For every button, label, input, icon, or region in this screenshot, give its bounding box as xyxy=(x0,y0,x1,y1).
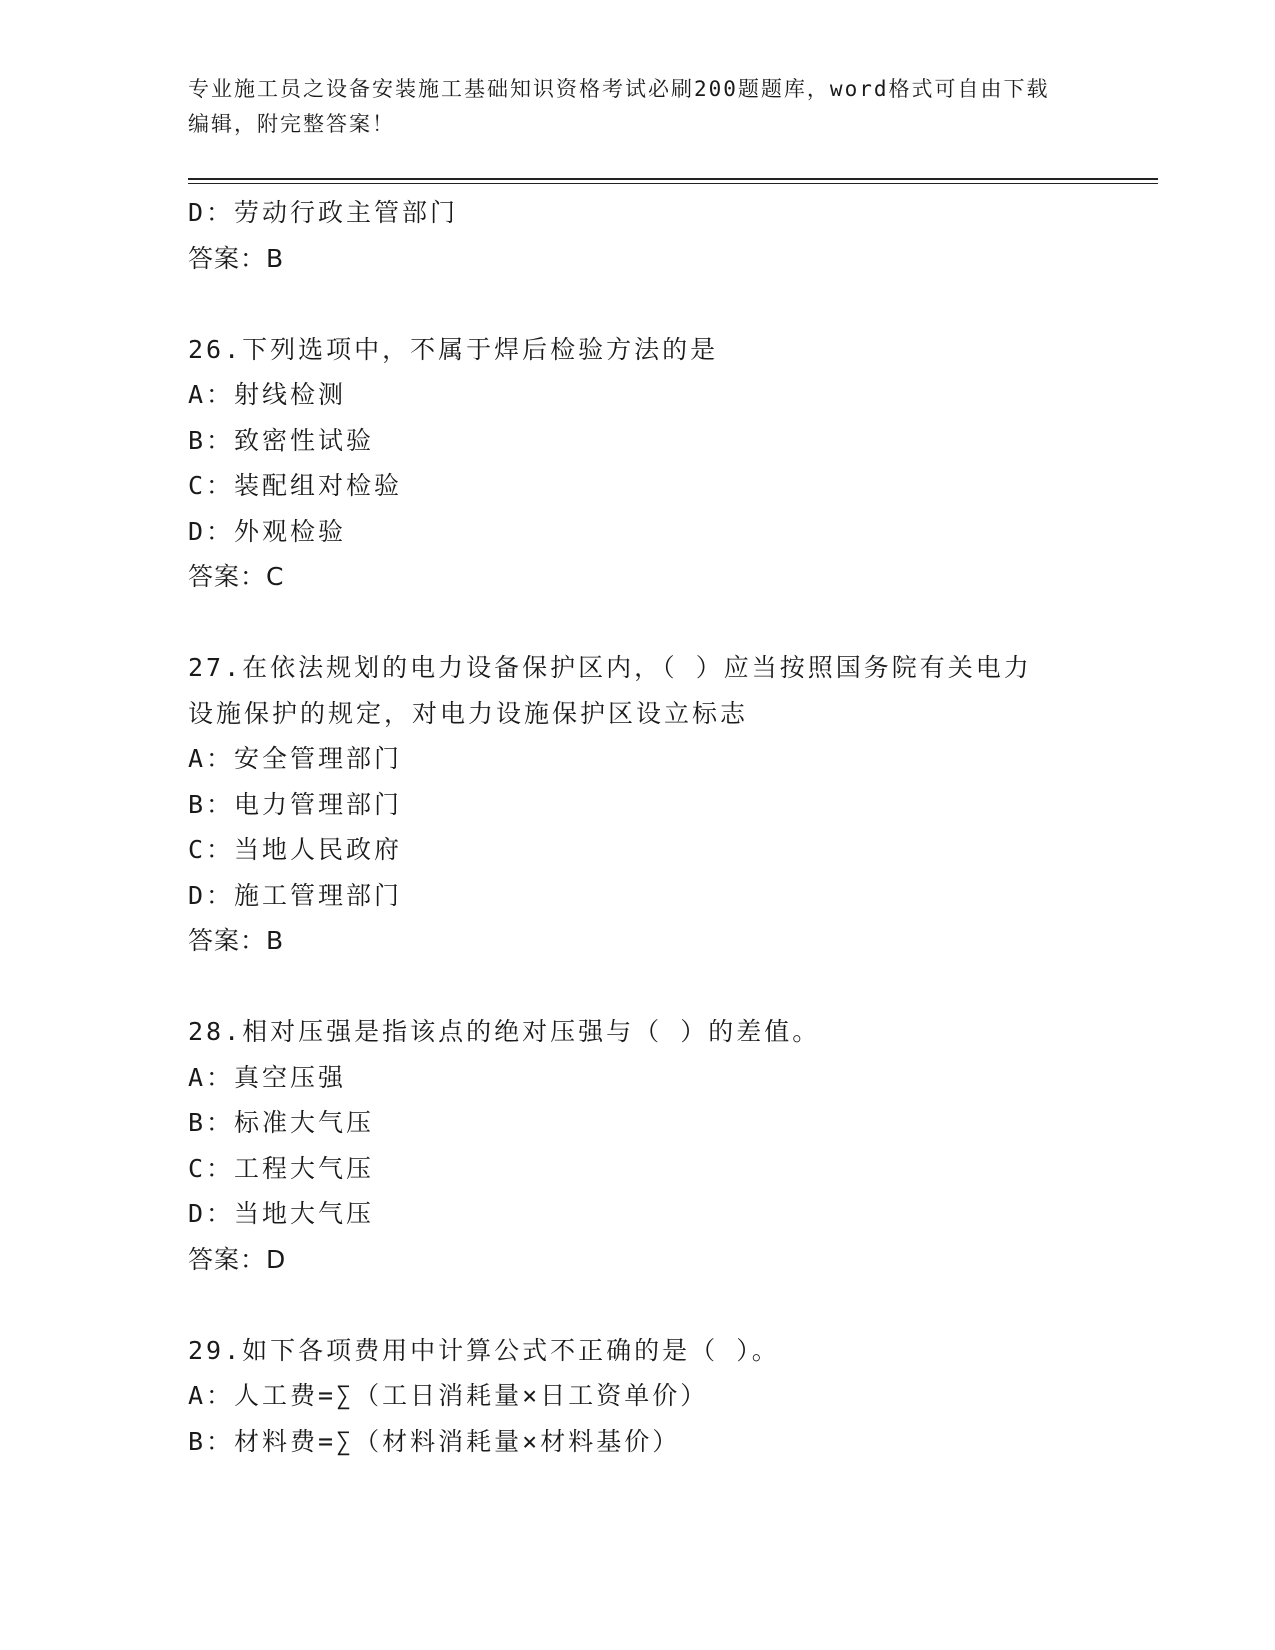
option-c: C：装配组对检验 xyxy=(188,471,403,500)
option-c: C：当地人民政府 xyxy=(188,835,403,864)
header-divider-thin xyxy=(188,183,1158,184)
option-c: C：工程大气压 xyxy=(188,1153,375,1183)
answer: 答案：D xyxy=(188,1244,287,1274)
question-stem: 27.在依法规划的电力设备保护区内，（ ）应当按照国务院有关电力设施保护的规定，对电力设施保护区设立标志 xyxy=(188,653,1032,728)
answer: 答案：C xyxy=(188,562,285,591)
option-d: D：当地大气压 xyxy=(188,1199,375,1228)
header-divider-thick xyxy=(188,178,1158,180)
option-a: A：真空压强 xyxy=(188,1062,347,1092)
option-b: B：材料费=∑（材料消耗量×材料基价） xyxy=(188,1426,681,1456)
spacer xyxy=(188,1282,1088,1328)
option-a: A：人工费=∑（工日消耗量×日工资单价） xyxy=(188,1381,709,1410)
question-stem: 29.如下各项费用中计算公式不正确的是（ ）。 xyxy=(188,1335,780,1365)
spacer xyxy=(188,600,1088,646)
option-a: A：安全管理部门 xyxy=(188,744,403,773)
option-d: D：外观检验 xyxy=(188,516,347,546)
option-b: B：电力管理部门 xyxy=(188,789,403,819)
question-list xyxy=(188,190,1088,1464)
answer: 答案：B xyxy=(188,926,285,955)
option-b: B：致密性试验 xyxy=(188,425,375,455)
question-26 xyxy=(188,327,1088,600)
option-a: A：射线检测 xyxy=(188,380,347,409)
document-header xyxy=(188,72,1068,142)
q25-option-d: D：劳动行政主管部门 xyxy=(188,198,459,227)
option-d: D：施工管理部门 xyxy=(188,880,403,910)
spacer xyxy=(188,281,1088,327)
header-title: 专业施工员之设备安装施工基础知识资格考试必刷200题题库，word格式可自由下载编辑，附完整答案！ xyxy=(188,77,1050,136)
spacer xyxy=(188,964,1088,1010)
question-stem: 28.相对压强是指该点的绝对压强与（ ）的差值。 xyxy=(188,1017,821,1046)
question-27 xyxy=(188,645,1088,964)
question-29 xyxy=(188,1328,1088,1465)
option-b: B：标准大气压 xyxy=(188,1108,375,1137)
question-stem: 26.下列选项中，不属于焊后检验方法的是 xyxy=(188,334,719,364)
question-28 xyxy=(188,1009,1088,1282)
q25-answer: 答案：B xyxy=(188,243,285,273)
